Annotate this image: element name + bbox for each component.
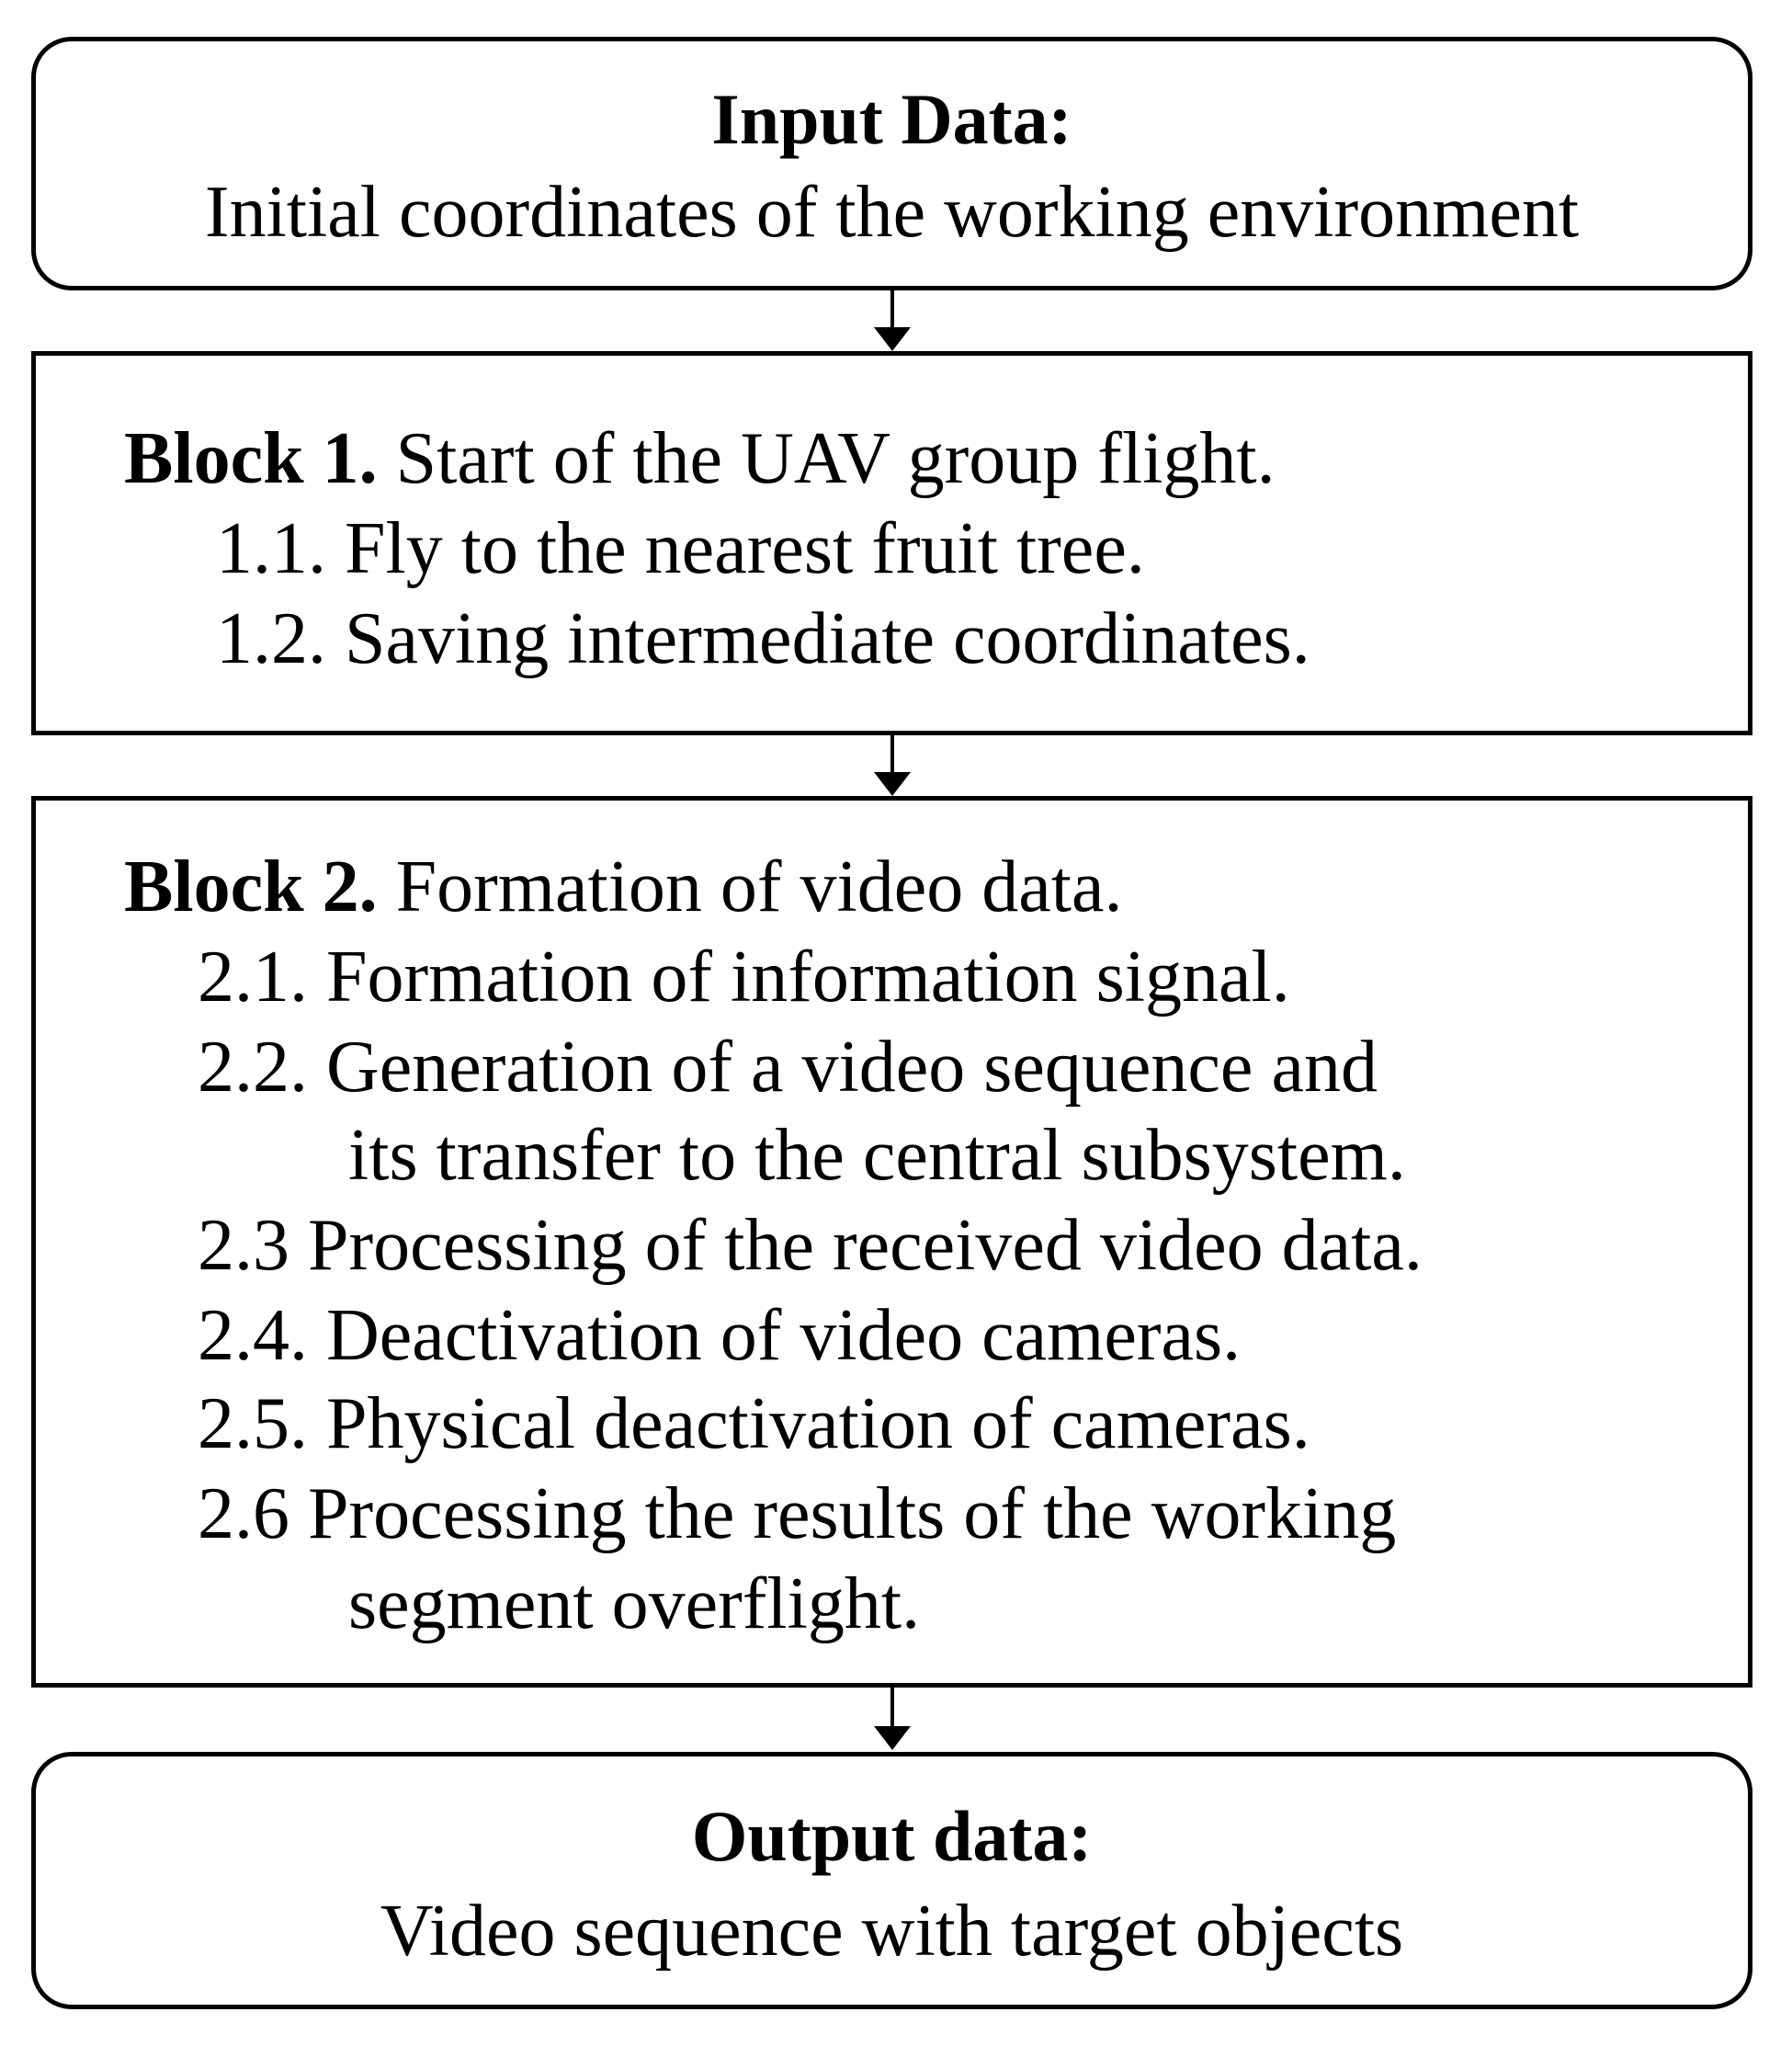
arrow-input-to-block1-line (890, 290, 894, 327)
block2-item: 2.2. Generation of a video sequence and (198, 1027, 1378, 1108)
input-data-text: Initial coordinates of the working environment (204, 172, 1580, 253)
block2-heading-text: Formation of video data. (377, 847, 1123, 927)
block2-item-continuation: segment overflight. (348, 1563, 921, 1644)
arrow-block2-to-output-head (874, 1726, 911, 1750)
arrow-input-to-block1-head (874, 327, 911, 351)
block2-heading (124, 847, 1123, 927)
block1-item: 1.2. Saving intermediate coordinates. (216, 598, 1310, 679)
block2-heading-label: Block 2. (124, 847, 378, 927)
block2-item: 2.1. Formation of information signal. (198, 937, 1290, 1017)
block2-item: 2.5. Physical deactivation of cameras. (198, 1383, 1310, 1464)
arrow-block1-to-block2-head (874, 772, 911, 796)
block1-item: 1.1. Fly to the nearest fruit tree. (216, 508, 1145, 589)
block1-box (31, 351, 1752, 735)
block1-heading-text: Start of the UAV group flight. (377, 418, 1276, 499)
block1-heading-label: Block 1. (124, 418, 378, 499)
block2-item: 2.4. Deactivation of video cameras. (198, 1295, 1242, 1376)
block2-item: 2.3 Processing of the received video data. (198, 1205, 1423, 1286)
input-data-title: Input Data: (711, 79, 1072, 159)
block2-box (31, 796, 1752, 1688)
arrow-block2-to-output-line (890, 1688, 894, 1726)
output-data-box (31, 1752, 1752, 2009)
block2-item: 2.6 Processing the results of the working (198, 1473, 1397, 1554)
output-data-title: Output data: (691, 1796, 1093, 1876)
input-data-box (31, 37, 1752, 290)
arrow-block1-to-block2-line (890, 735, 894, 772)
block1-heading (124, 418, 1276, 499)
block2-item-continuation: its transfer to the central subsystem. (348, 1115, 1406, 1196)
output-data-text: Video sequence with target objects (380, 1891, 1404, 1972)
